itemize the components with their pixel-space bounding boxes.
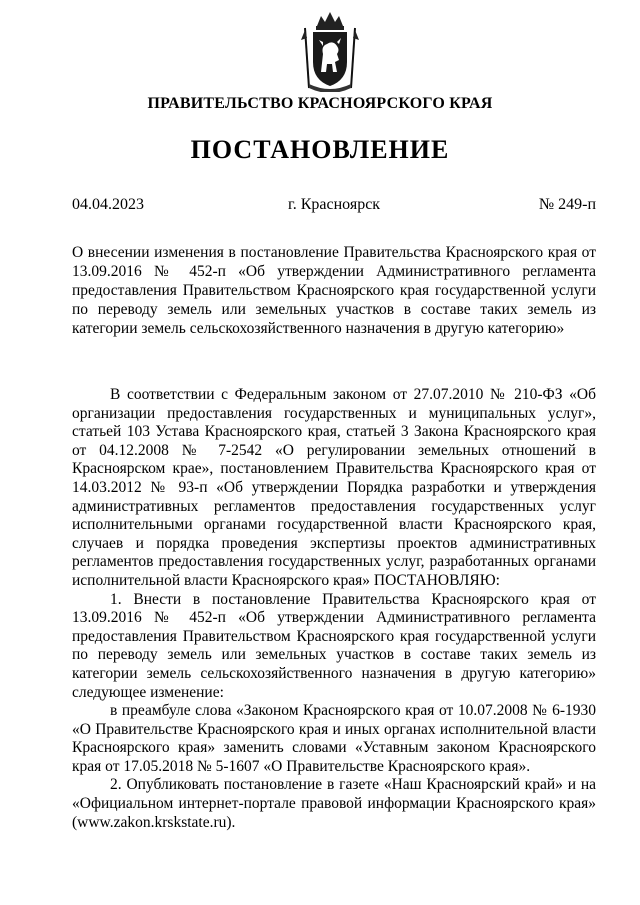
document-number: № 249-п: [538, 196, 596, 213]
document-meta-row: [72, 196, 596, 216]
krasnoyarsk-coat-of-arms-icon: [299, 10, 361, 92]
item-1-change-paragraph: в преамбуле слова «Законом Красноярского края от 10.07.2008 № 6-1930 «О Правительстве Красноярского края и иных органах исполнительной власти Красноярского края» заменить словами «Уставным законом Красноярского края от 17.05.2018 № 5-1607 «О Правительстве Красноярского края».: [72, 702, 596, 775]
document-type-title: ПОСТАНОВЛЕНИЕ: [190, 135, 450, 164]
item-1-paragraph: 1. Внести в постановление Правительства Красноярского края от 13.09.2016 № 452-п «Об утверждении Административного регламента предоставления Правительством Красноярского края государственной услуги по переводу земель или земельных участков в составе таких земель из категории земель сельскохозяйственного назначения в другую категорию» следующее изменение:: [72, 590, 596, 701]
document-subject: О внесении изменения в постановление Правительства Красноярского края от 13.09.2016 № 452-п «Об утверждении Административного регламента предоставления Правительством Красноярского края государственной услуги по переводу земель или земельных участков в составе таких земель из категории земель сельскохозяйственного назначения в другую категорию»: [72, 244, 596, 337]
document-city: г. Красноярск: [287, 196, 381, 213]
government-title: ПРАВИТЕЛЬСТВО КРАСНОЯРСКОГО КРАЯ: [147, 95, 493, 112]
item-2-paragraph: 2. Опубликовать постановление в газете «Наш Красноярский край» и на «Официальном интернет-портале правовой информации Красноярского края» (www.zakon.krskstate.ru).: [72, 776, 596, 831]
document-body: [72, 386, 596, 832]
preamble-paragraph: В соответствии с Федеральным законом от 27.07.2010 № 210-ФЗ «Об организации предоставления государственных и муниципальных услуг», статьей 103 Устава Красноярского края, статьей 3 Закона Красноярского края от 04.12.2008 № 7-2542 «О регулировании земельных отношений в Красноярском крае», постановлением Правительства Красноярского края от 14.03.2012 № 93-п «Об утверждении Порядка разработки и утверждения административных регламентов предоставления государственных услуг исполнительными органами государственной власти Красноярского края, случаев и порядка проведения экспертизы проектов административных регламентов предоставления государственных услуг, разработанных органами исполнительной власти Красноярского края» ПОСТАНОВЛЯЮ:: [72, 386, 596, 589]
document-date: 04.04.2023: [72, 196, 144, 213]
